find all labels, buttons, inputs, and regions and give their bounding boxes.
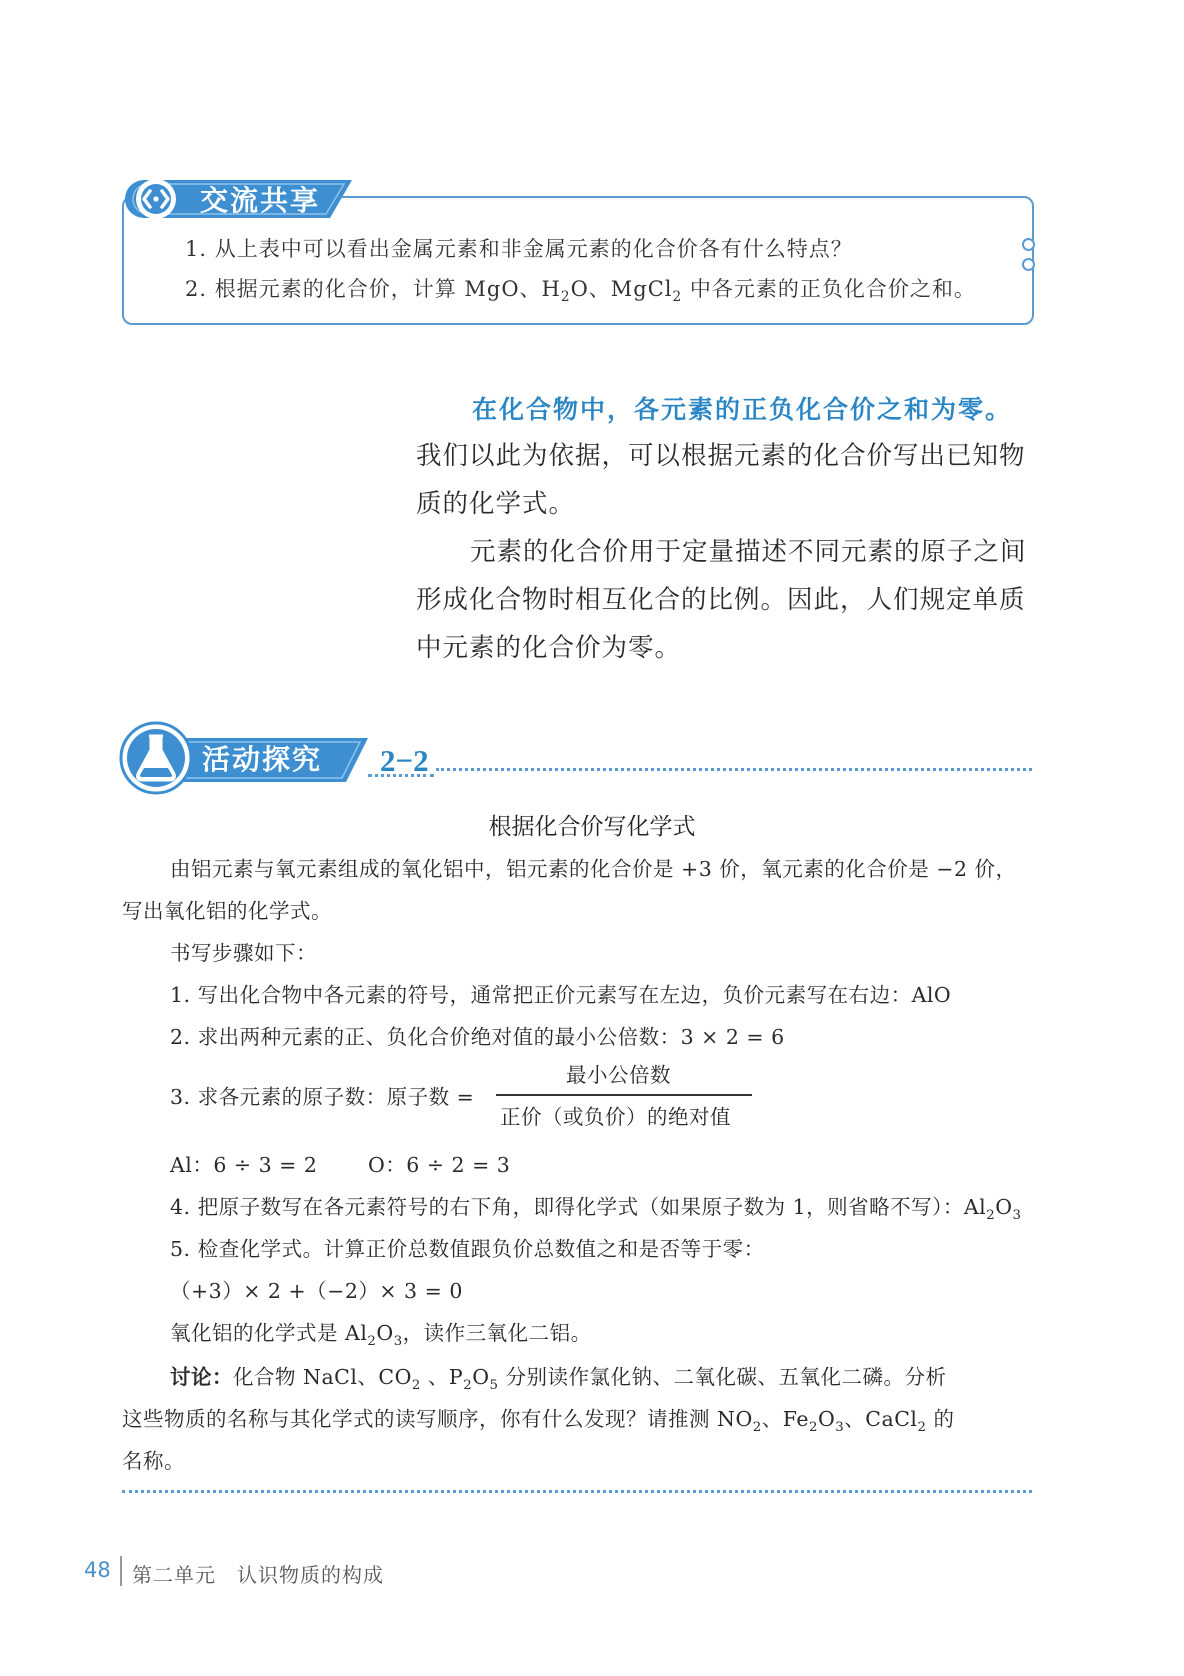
exchange-icon — [128, 176, 188, 222]
activity-top-rule — [436, 768, 1032, 771]
step-3: 3. 求各元素的原子数：原子数 = — [170, 1085, 475, 1109]
calc-o: O：6 ÷ 2 = 3 — [368, 1153, 511, 1177]
fraction-bar — [496, 1094, 752, 1096]
activity-number: 2−2 — [380, 743, 429, 778]
discussion-label: 讨论： — [170, 1365, 233, 1389]
activity-title: 活动探究 — [202, 743, 323, 776]
activity-number-underline — [368, 774, 434, 777]
calc-al: Al：6 ÷ 3 = 2 — [170, 1153, 318, 1177]
share-question-2: 2. 根据元素的化合价，计算 MgO、$H_2O$、MgCl$_2$ 中各元素的正负化合价之和。 — [185, 277, 976, 306]
check-equation: （+3）× 2 +（−2）× 3 = 0 — [170, 1279, 463, 1303]
steps-label: 书写步骤如下： — [170, 941, 317, 965]
step-4: 4. 把原子数写在各元素符号的右下角，即得化学式（如果原子数为 1，则省略不写）：$Al_2O_3$ — [170, 1195, 1022, 1224]
discussion-line-3: 名称。 — [122, 1449, 185, 1473]
share-title: 交流共享 — [200, 184, 321, 217]
activity-bottom-rule — [122, 1490, 1032, 1493]
paragraph-2: 元素的化合价用于定量描述不同元素的原子之间形成化合物时相互化合的比例。因此，人们规定单质中元素的化合价为零。 — [416, 537, 1027, 663]
step-1: 1. 写出化合物中各元素的符号，通常把正价元素写在左边，负价元素写在右边：AlO — [170, 983, 952, 1007]
footer-unit-title: 第二单元 认识物质的构成 — [132, 1563, 384, 1587]
fraction-denominator: 正价（或负价）的绝对值 — [500, 1105, 731, 1129]
intro-line-2: 写出氧化铝的化学式。 — [122, 899, 332, 923]
share-question-1: 1. 从上表中可以看出金属元素和非金属元素的化合价各有什么特点？ — [185, 237, 853, 261]
intro-line-1: 由铝元素与氧元素组成的氧化铝中，铝元素的化合价是 +3 价，氧元素的化合价是 −2 价， — [170, 857, 1017, 881]
result-line: 氧化铝的化学式是 $Al_2O_3$，读作三氧化二铝。 — [170, 1321, 592, 1350]
step-5: 5. 检查化学式。计算正价总数值跟负价总数值之和是否等于零： — [170, 1237, 765, 1261]
discussion-line-2: 这些物质的名称与其化学式的读写顺序，你有什么发现？请推测 $NO_2$、$Fe_2O_3$、CaCl$_2$ 的 — [122, 1407, 955, 1436]
box-knob-top — [1022, 238, 1035, 251]
footer-divider — [120, 1556, 122, 1586]
key-rule: 在化合物中，各元素的正负化合价之和为零。 — [472, 395, 1013, 424]
flask-icon — [118, 720, 194, 796]
step-2: 2. 求出两种元素的正、负化合价绝对值的最小公倍数：3 × 2 = 6 — [170, 1025, 785, 1049]
page-number: 48 — [84, 1558, 111, 1582]
paragraph-1: 我们以此为依据，可以根据元素的化合价写出已知物质的化学式。 — [416, 441, 1026, 519]
box-knob-bottom — [1022, 258, 1035, 271]
activity-subtitle: 根据化合价写化学式 — [488, 814, 696, 840]
discussion-line-1: 讨论：化合物 NaCl、$CO_2$ 、$P_2O_5$ 分别读作氯化钠、二氧化碳、五氧化二磷。分析 — [170, 1365, 947, 1394]
fraction-numerator: 最小公倍数 — [566, 1063, 671, 1087]
